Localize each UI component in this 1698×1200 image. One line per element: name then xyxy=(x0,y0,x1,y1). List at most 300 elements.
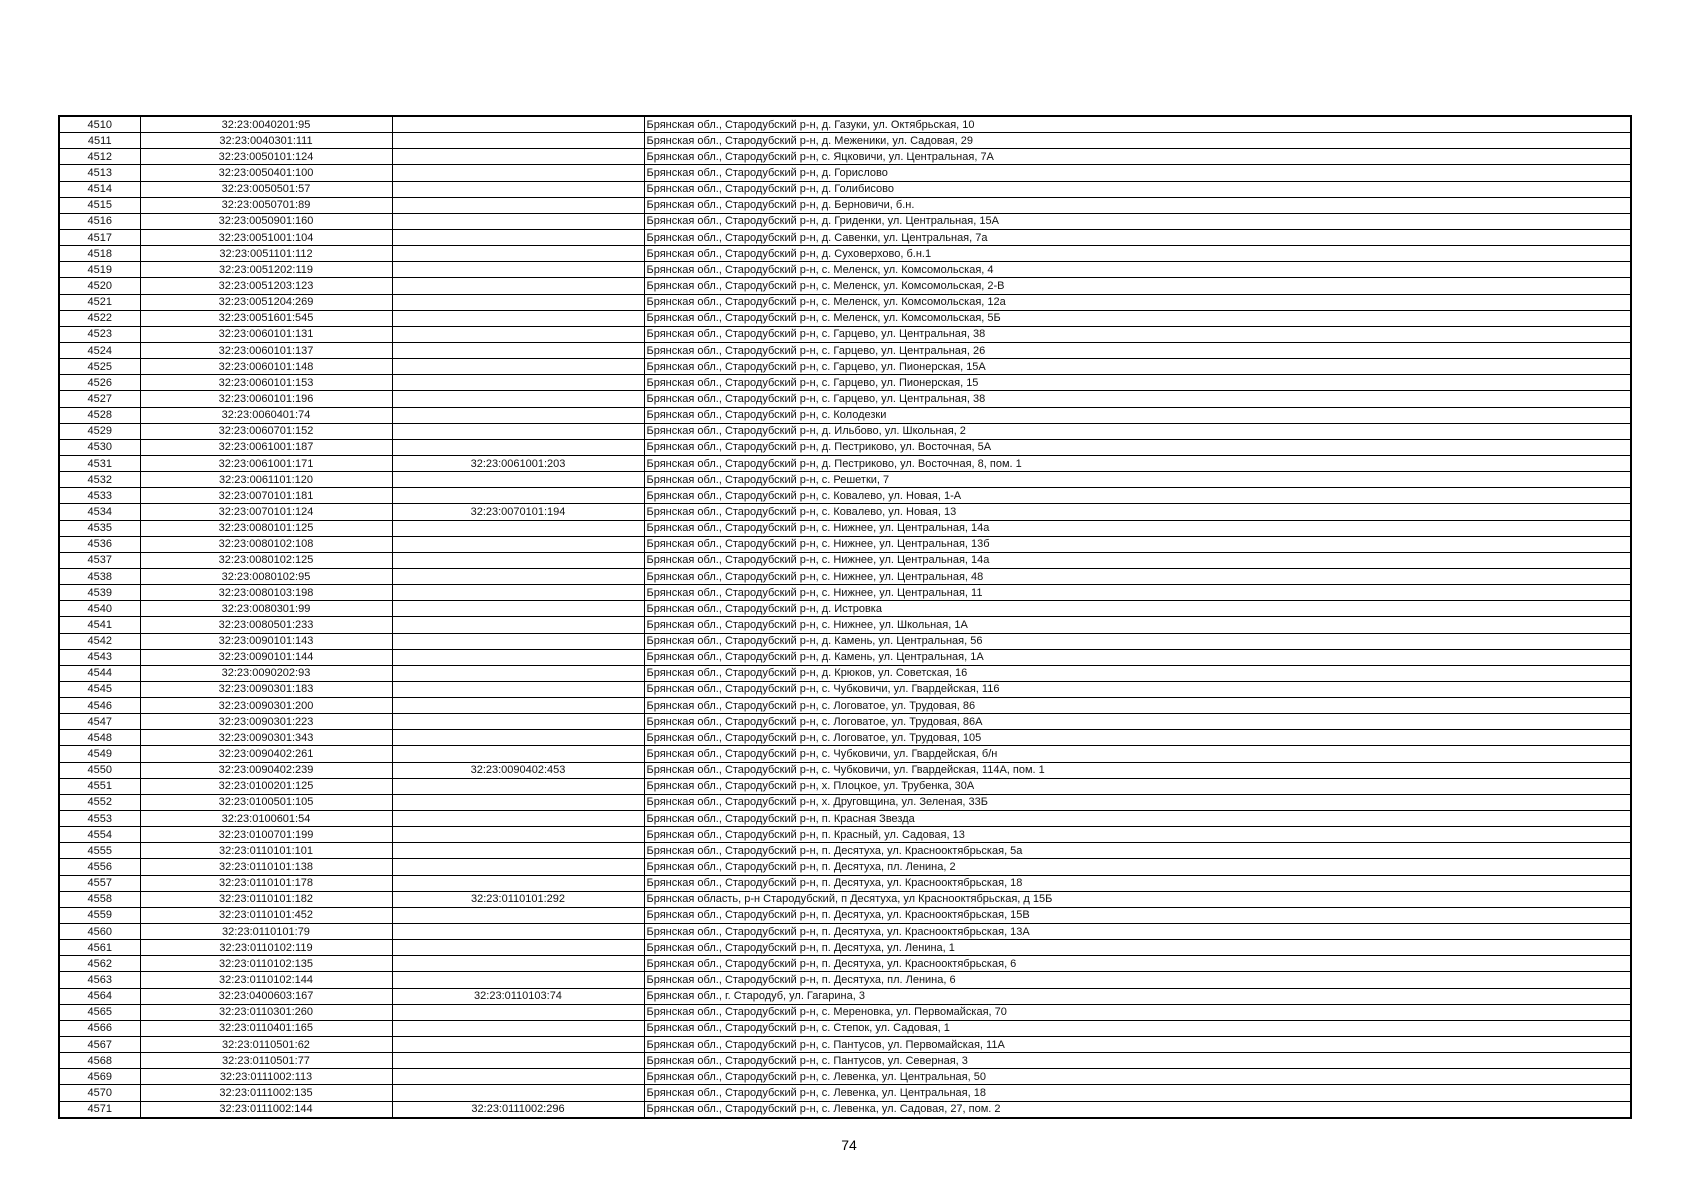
cadastral-number-cell: 32:23:0080102:95 xyxy=(140,568,392,584)
cadastral-number-cell: 32:23:0090301:343 xyxy=(140,730,392,746)
address-cell: Брянская обл., Стародубский р-н, с. Логоватое, ул. Трудовая, 86А xyxy=(644,714,1631,730)
related-cadastral-number-cell xyxy=(392,1004,644,1020)
cadastral-number-cell: 32:23:0111002:135 xyxy=(140,1085,392,1101)
cadastral-number-cell: 32:23:0080103:198 xyxy=(140,585,392,601)
related-cadastral-number-cell xyxy=(392,843,644,859)
row-number-cell: 4518 xyxy=(59,246,140,262)
row-number-cell: 4528 xyxy=(59,407,140,423)
address-cell: Брянская обл., Стародубский р-н, с. Гарцево, ул. Центральная, 38 xyxy=(644,326,1631,342)
address-cell: Брянская обл., Стародубский р-н, п. Десятуха, ул. Краснооктябрьская, 18 xyxy=(644,875,1631,891)
address-cell: Брянская обл., Стародубский р-н, с. Нижнее, ул. Центральная, 14а xyxy=(644,552,1631,568)
row-number-cell: 4533 xyxy=(59,488,140,504)
registry-table xyxy=(58,115,1632,1119)
table-row xyxy=(59,633,1631,649)
table-row xyxy=(59,907,1631,923)
address-cell: Брянская обл., Стародубский р-н, д. Камень, ул. Центральная, 1А xyxy=(644,649,1631,665)
table-row xyxy=(59,649,1631,665)
table-row xyxy=(59,875,1631,891)
table-row xyxy=(59,213,1631,229)
table-row xyxy=(59,326,1631,342)
cadastral-number-cell: 32:23:0060101:137 xyxy=(140,342,392,358)
row-number-cell: 4569 xyxy=(59,1069,140,1085)
row-number-cell: 4546 xyxy=(59,698,140,714)
table-row xyxy=(59,423,1631,439)
table-row xyxy=(59,116,1631,133)
related-cadastral-number-cell xyxy=(392,246,644,262)
cadastral-number-cell: 32:23:0060101:148 xyxy=(140,359,392,375)
table-row xyxy=(59,617,1631,633)
row-number-cell: 4550 xyxy=(59,762,140,778)
related-cadastral-number-cell xyxy=(392,472,644,488)
row-number-cell: 4555 xyxy=(59,843,140,859)
row-number-cell: 4517 xyxy=(59,229,140,245)
related-cadastral-number-cell xyxy=(392,794,644,810)
row-number-cell: 4537 xyxy=(59,552,140,568)
cadastral-number-cell: 32:23:0050701:89 xyxy=(140,197,392,213)
cadastral-number-cell: 32:23:0110102:144 xyxy=(140,972,392,988)
address-cell: Брянская обл., Стародубский р-н, п. Десятуха, пл. Ленина, 6 xyxy=(644,972,1631,988)
row-number-cell: 4513 xyxy=(59,165,140,181)
address-cell: Брянская обл., Стародубский р-н, с. Гарцево, ул. Пионерская, 15А xyxy=(644,359,1631,375)
address-cell: Брянская обл., Стародубский р-н, п. Десятуха, ул. Ленина, 1 xyxy=(644,940,1631,956)
related-cadastral-number-cell: 32:23:0110101:292 xyxy=(392,891,644,907)
row-number-cell: 4548 xyxy=(59,730,140,746)
cadastral-number-cell: 32:23:0080501:233 xyxy=(140,617,392,633)
address-cell: Брянская обл., Стародубский р-н, п. Десятуха, пл. Ленина, 2 xyxy=(644,859,1631,875)
row-number-cell: 4552 xyxy=(59,794,140,810)
cadastral-number-cell: 32:23:0051001:104 xyxy=(140,229,392,245)
related-cadastral-number-cell xyxy=(392,940,644,956)
related-cadastral-number-cell xyxy=(392,520,644,536)
cadastral-number-cell: 32:23:0090402:261 xyxy=(140,746,392,762)
table-row xyxy=(59,859,1631,875)
row-number-cell: 4512 xyxy=(59,149,140,165)
row-number-cell: 4529 xyxy=(59,423,140,439)
cadastral-number-cell: 32:23:0090101:144 xyxy=(140,649,392,665)
cadastral-number-cell: 32:23:0060101:131 xyxy=(140,326,392,342)
table-row xyxy=(59,181,1631,197)
cadastral-number-cell: 32:23:0051601:545 xyxy=(140,310,392,326)
address-cell: Брянская обл., Стародубский р-н, с. Гарцево, ул. Центральная, 38 xyxy=(644,391,1631,407)
related-cadastral-number-cell: 32:23:0061001:203 xyxy=(392,455,644,471)
row-number-cell: 4522 xyxy=(59,310,140,326)
table-row xyxy=(59,601,1631,617)
cadastral-number-cell: 32:23:0110501:62 xyxy=(140,1037,392,1053)
cadastral-number-cell: 32:23:0400603:167 xyxy=(140,988,392,1004)
row-number-cell: 4536 xyxy=(59,536,140,552)
table-row xyxy=(59,988,1631,1004)
address-cell: Брянская обл., Стародубский р-н, п. Десятуха, ул. Краснооктябрьская, 13А xyxy=(644,924,1631,940)
cadastral-number-cell: 32:23:0110101:452 xyxy=(140,907,392,923)
row-number-cell: 4571 xyxy=(59,1101,140,1118)
cadastral-number-cell: 32:23:0110101:182 xyxy=(140,891,392,907)
row-number-cell: 4526 xyxy=(59,375,140,391)
cadastral-number-cell: 32:23:0050901:160 xyxy=(140,213,392,229)
cadastral-number-cell: 32:23:0090301:223 xyxy=(140,714,392,730)
address-cell: Брянская обл., Стародубский р-н, д. Голибисово xyxy=(644,181,1631,197)
table-row xyxy=(59,924,1631,940)
table-row xyxy=(59,827,1631,843)
table-row xyxy=(59,133,1631,149)
cadastral-number-cell: 32:23:0051203:123 xyxy=(140,278,392,294)
address-cell: Брянская обл., Стародубский р-н, с. Чубковичи, ул. Гвардейская, 114А, пом. 1 xyxy=(644,762,1631,778)
row-number-cell: 4510 xyxy=(59,116,140,133)
table-row xyxy=(59,1020,1631,1036)
related-cadastral-number-cell xyxy=(392,278,644,294)
row-number-cell: 4525 xyxy=(59,359,140,375)
related-cadastral-number-cell xyxy=(392,181,644,197)
row-number-cell: 4514 xyxy=(59,181,140,197)
address-cell: Брянская обл., Стародубский р-н, с. Нижнее, ул. Центральная, 11 xyxy=(644,585,1631,601)
row-number-cell: 4538 xyxy=(59,568,140,584)
table-row xyxy=(59,698,1631,714)
table-row xyxy=(59,391,1631,407)
table-row xyxy=(59,1069,1631,1085)
address-cell: Брянская обл., Стародубский р-н, с. Меленск, ул. Комсомольская, 12а xyxy=(644,294,1631,310)
table-row xyxy=(59,262,1631,278)
address-cell: Брянская обл., Стародубский р-н, д. Газуки, ул. Октябрьская, 10 xyxy=(644,116,1631,133)
related-cadastral-number-cell xyxy=(392,197,644,213)
row-number-cell: 4547 xyxy=(59,714,140,730)
cadastral-number-cell: 32:23:0060101:153 xyxy=(140,375,392,391)
cadastral-number-cell: 32:23:0110101:101 xyxy=(140,843,392,859)
row-number-cell: 4521 xyxy=(59,294,140,310)
cadastral-number-cell: 32:23:0110401:165 xyxy=(140,1020,392,1036)
cadastral-number-cell: 32:23:0110101:138 xyxy=(140,859,392,875)
related-cadastral-number-cell xyxy=(392,633,644,649)
row-number-cell: 4516 xyxy=(59,213,140,229)
row-number-cell: 4566 xyxy=(59,1020,140,1036)
table-row xyxy=(59,359,1631,375)
cadastral-number-cell: 32:23:0040301:111 xyxy=(140,133,392,149)
table-row xyxy=(59,585,1631,601)
related-cadastral-number-cell xyxy=(392,116,644,133)
cadastral-number-cell: 32:23:0070101:124 xyxy=(140,504,392,520)
address-cell: Брянская обл., Стародубский р-н, д. Гриденки, ул. Центральная, 15А xyxy=(644,213,1631,229)
table-row xyxy=(59,552,1631,568)
related-cadastral-number-cell xyxy=(392,730,644,746)
related-cadastral-number-cell xyxy=(392,536,644,552)
row-number-cell: 4543 xyxy=(59,649,140,665)
related-cadastral-number-cell xyxy=(392,956,644,972)
row-number-cell: 4568 xyxy=(59,1053,140,1069)
related-cadastral-number-cell xyxy=(392,342,644,358)
row-number-cell: 4545 xyxy=(59,681,140,697)
table-row xyxy=(59,1004,1631,1020)
related-cadastral-number-cell xyxy=(392,827,644,843)
address-cell: Брянская обл., Стародубский р-н, с. Ковалево, ул. Новая, 13 xyxy=(644,504,1631,520)
row-number-cell: 4535 xyxy=(59,520,140,536)
related-cadastral-number-cell xyxy=(392,875,644,891)
address-cell: Брянская обл., Стародубский р-н, с. Нижнее, ул. Центральная, 13б xyxy=(644,536,1631,552)
table-row xyxy=(59,746,1631,762)
cadastral-number-cell: 32:23:0090101:143 xyxy=(140,633,392,649)
address-cell: Брянская обл., Стародубский р-н, с. Меленск, ул. Комсомольская, 4 xyxy=(644,262,1631,278)
table-row xyxy=(59,504,1631,520)
related-cadastral-number-cell: 32:23:0090402:453 xyxy=(392,762,644,778)
address-cell: Брянская обл., Стародубский р-н, д. Крюков, ул. Советская, 16 xyxy=(644,665,1631,681)
table-row xyxy=(59,778,1631,794)
cadastral-number-cell: 32:23:0110102:119 xyxy=(140,940,392,956)
page-number: 74 xyxy=(841,1137,857,1153)
table-row xyxy=(59,149,1631,165)
related-cadastral-number-cell xyxy=(392,601,644,617)
address-cell: Брянская обл., Стародубский р-н, с. Чубковичи, ул. Гвардейская, б/н xyxy=(644,746,1631,762)
cadastral-number-cell: 32:23:0111002:113 xyxy=(140,1069,392,1085)
table-row xyxy=(59,681,1631,697)
address-cell: Брянская обл., Стародубский р-н, с. Пантусов, ул. Первомайская, 11А xyxy=(644,1037,1631,1053)
cadastral-number-cell: 32:23:0050401:100 xyxy=(140,165,392,181)
row-number-cell: 4557 xyxy=(59,875,140,891)
table-row xyxy=(59,665,1631,681)
cadastral-number-cell: 32:23:0090202:93 xyxy=(140,665,392,681)
cadastral-number-cell: 32:23:0061001:187 xyxy=(140,439,392,455)
row-number-cell: 4523 xyxy=(59,326,140,342)
row-number-cell: 4556 xyxy=(59,859,140,875)
row-number-cell: 4524 xyxy=(59,342,140,358)
related-cadastral-number-cell xyxy=(392,359,644,375)
table-row xyxy=(59,536,1631,552)
row-number-cell: 4531 xyxy=(59,455,140,471)
table-row xyxy=(59,1053,1631,1069)
cadastral-number-cell: 32:23:0090301:183 xyxy=(140,681,392,697)
related-cadastral-number-cell xyxy=(392,310,644,326)
related-cadastral-number-cell xyxy=(392,617,644,633)
related-cadastral-number-cell xyxy=(392,859,644,875)
table-row xyxy=(59,568,1631,584)
row-number-cell: 4562 xyxy=(59,956,140,972)
row-number-cell: 4565 xyxy=(59,1004,140,1020)
address-cell: Брянская обл., Стародубский р-н, с. Решетки, 7 xyxy=(644,472,1631,488)
row-number-cell: 4561 xyxy=(59,940,140,956)
address-cell: Брянская обл., Стародубский р-н, с. Меленск, ул. Комсомольская, 2-В xyxy=(644,278,1631,294)
cadastral-number-cell: 32:23:0090402:239 xyxy=(140,762,392,778)
address-cell: Брянская обл., Стародубский р-н, с. Меленск, ул. Комсомольская, 5Б xyxy=(644,310,1631,326)
row-number-cell: 4520 xyxy=(59,278,140,294)
table-row xyxy=(59,1085,1631,1101)
cadastral-number-cell: 32:23:0080301:99 xyxy=(140,601,392,617)
related-cadastral-number-cell xyxy=(392,649,644,665)
table-row xyxy=(59,1101,1631,1118)
cadastral-number-cell: 32:23:0060101:196 xyxy=(140,391,392,407)
address-cell: Брянская обл., Стародубский р-н, с. Логоватое, ул. Трудовая, 105 xyxy=(644,730,1631,746)
related-cadastral-number-cell xyxy=(392,294,644,310)
cadastral-number-cell: 32:23:0061101:120 xyxy=(140,472,392,488)
address-cell: Брянская обл., Стародубский р-н, с. Колодезки xyxy=(644,407,1631,423)
address-cell: Брянская обл., Стародубский р-н, с. Ковалево, ул. Новая, 1-А xyxy=(644,488,1631,504)
cadastral-number-cell: 32:23:0080102:108 xyxy=(140,536,392,552)
row-number-cell: 4519 xyxy=(59,262,140,278)
address-cell: Брянская обл., Стародубский р-н, п. Десятуха, ул. Краснооктябрьская, 6 xyxy=(644,956,1631,972)
related-cadastral-number-cell xyxy=(392,213,644,229)
row-number-cell: 4541 xyxy=(59,617,140,633)
cadastral-number-cell: 32:23:0070101:181 xyxy=(140,488,392,504)
related-cadastral-number-cell xyxy=(392,972,644,988)
table-row xyxy=(59,375,1631,391)
address-cell: Брянская обл., Стародубский р-н, д. Пестриково, ул. Восточная, 8, пом. 1 xyxy=(644,455,1631,471)
address-cell: Брянская обл., Стародубский р-н, с. Гарцево, ул. Центральная, 26 xyxy=(644,342,1631,358)
table-row xyxy=(59,843,1631,859)
cadastral-number-cell: 32:23:0060701:152 xyxy=(140,423,392,439)
table-row xyxy=(59,407,1631,423)
address-cell: Брянская обл., Стародубский р-н, п. Красная Звезда xyxy=(644,811,1631,827)
address-cell: Брянская обл., Стародубский р-н, д. Меженики, ул. Садовая, 29 xyxy=(644,133,1631,149)
address-cell: Брянская обл., Стародубский р-н, с. Яцковичи, ул. Центральная, 7А xyxy=(644,149,1631,165)
related-cadastral-number-cell xyxy=(392,568,644,584)
address-cell: Брянская обл., Стародубский р-н, с. Левенка, ул. Садовая, 27, пом. 2 xyxy=(644,1101,1631,1118)
table-row xyxy=(59,762,1631,778)
related-cadastral-number-cell xyxy=(392,665,644,681)
cadastral-number-cell: 32:23:0110102:135 xyxy=(140,956,392,972)
table-row xyxy=(59,972,1631,988)
row-number-cell: 4560 xyxy=(59,924,140,940)
address-cell: Брянская обл., Стародубский р-н, с. Чубковичи, ул. Гвардейская, 116 xyxy=(644,681,1631,697)
related-cadastral-number-cell xyxy=(392,714,644,730)
row-number-cell: 4564 xyxy=(59,988,140,1004)
address-cell: Брянская обл., Стародубский р-н, д. Камень, ул. Центральная, 56 xyxy=(644,633,1631,649)
row-number-cell: 4534 xyxy=(59,504,140,520)
related-cadastral-number-cell xyxy=(392,407,644,423)
related-cadastral-number-cell xyxy=(392,488,644,504)
table-row xyxy=(59,246,1631,262)
row-number-cell: 4530 xyxy=(59,439,140,455)
row-number-cell: 4554 xyxy=(59,827,140,843)
related-cadastral-number-cell xyxy=(392,1020,644,1036)
address-cell: Брянская обл., Стародубский р-н, с. Нижнее, ул. Центральная, 14а xyxy=(644,520,1631,536)
table-row xyxy=(59,794,1631,810)
related-cadastral-number-cell xyxy=(392,1037,644,1053)
table-row xyxy=(59,342,1631,358)
related-cadastral-number-cell xyxy=(392,778,644,794)
related-cadastral-number-cell: 32:23:0070101:194 xyxy=(392,504,644,520)
row-number-cell: 4553 xyxy=(59,811,140,827)
address-cell: Брянская обл., г. Стародуб, ул. Гагарина, 3 xyxy=(644,988,1631,1004)
address-cell: Брянская обл., Стародубский р-н, п. Десятуха, ул. Краснооктябрьская, 5а xyxy=(644,843,1631,859)
cadastral-number-cell: 32:23:0040201:95 xyxy=(140,116,392,133)
related-cadastral-number-cell xyxy=(392,262,644,278)
cadastral-number-cell: 32:23:0110301:260 xyxy=(140,1004,392,1020)
cadastral-number-cell: 32:23:0111002:144 xyxy=(140,1101,392,1118)
related-cadastral-number-cell xyxy=(392,439,644,455)
table-row xyxy=(59,294,1631,310)
related-cadastral-number-cell: 32:23:0111002:296 xyxy=(392,1101,644,1118)
address-cell: Брянская обл., Стародубский р-н, д. Истровка xyxy=(644,601,1631,617)
row-number-cell: 4559 xyxy=(59,907,140,923)
related-cadastral-number-cell xyxy=(392,229,644,245)
related-cadastral-number-cell xyxy=(392,1069,644,1085)
cadastral-number-cell: 32:23:0100701:199 xyxy=(140,827,392,843)
table-row xyxy=(59,197,1631,213)
table-row xyxy=(59,278,1631,294)
address-cell: Брянская обл., Стародубский р-н, д. Берновичи, б.н. xyxy=(644,197,1631,213)
row-number-cell: 4511 xyxy=(59,133,140,149)
table-row xyxy=(59,956,1631,972)
related-cadastral-number-cell xyxy=(392,811,644,827)
cadastral-number-cell: 32:23:0100201:125 xyxy=(140,778,392,794)
table-row xyxy=(59,488,1631,504)
cadastral-number-cell: 32:23:0110101:178 xyxy=(140,875,392,891)
address-cell: Брянская обл., Стародубский р-н, с. Нижнее, ул. Центральная, 48 xyxy=(644,568,1631,584)
address-cell: Брянская обл., Стародубский р-н, с. Мереновка, ул. Первомайская, 70 xyxy=(644,1004,1631,1020)
cadastral-number-cell: 32:23:0051204:269 xyxy=(140,294,392,310)
related-cadastral-number-cell xyxy=(392,326,644,342)
table-row xyxy=(59,714,1631,730)
row-number-cell: 4551 xyxy=(59,778,140,794)
related-cadastral-number-cell xyxy=(392,133,644,149)
row-number-cell: 4558 xyxy=(59,891,140,907)
related-cadastral-number-cell xyxy=(392,375,644,391)
table-row xyxy=(59,730,1631,746)
row-number-cell: 4539 xyxy=(59,585,140,601)
table-row xyxy=(59,439,1631,455)
table-row xyxy=(59,229,1631,245)
related-cadastral-number-cell xyxy=(392,698,644,714)
table-row xyxy=(59,940,1631,956)
related-cadastral-number-cell xyxy=(392,1053,644,1069)
address-cell: Брянская обл., Стародубский р-н, д. Ильбово, ул. Школьная, 2 xyxy=(644,423,1631,439)
table-row xyxy=(59,455,1631,471)
registry-table-body xyxy=(59,116,1631,1118)
address-cell: Брянская область, р-н Стародубский, п Десятуха, ул Краснооктябрьская, д 15Б xyxy=(644,891,1631,907)
address-cell: Брянская обл., Стародубский р-н, с. Левенка, ул. Центральная, 18 xyxy=(644,1085,1631,1101)
row-number-cell: 4527 xyxy=(59,391,140,407)
table-row xyxy=(59,520,1631,536)
row-number-cell: 4540 xyxy=(59,601,140,617)
cadastral-number-cell: 32:23:0061001:171 xyxy=(140,455,392,471)
row-number-cell: 4515 xyxy=(59,197,140,213)
row-number-cell: 4549 xyxy=(59,746,140,762)
table-row xyxy=(59,891,1631,907)
address-cell: Брянская обл., Стародубский р-н, с. Левенка, ул. Центральная, 50 xyxy=(644,1069,1631,1085)
row-number-cell: 4542 xyxy=(59,633,140,649)
related-cadastral-number-cell xyxy=(392,165,644,181)
address-cell: Брянская обл., Стародубский р-н, п. Десятуха, ул. Краснооктябрьская, 15В xyxy=(644,907,1631,923)
address-cell: Брянская обл., Стародубский р-н, д. Пестриково, ул. Восточная, 5А xyxy=(644,439,1631,455)
related-cadastral-number-cell xyxy=(392,907,644,923)
cadastral-number-cell: 32:23:0100601:54 xyxy=(140,811,392,827)
related-cadastral-number-cell xyxy=(392,746,644,762)
table-row xyxy=(59,1037,1631,1053)
related-cadastral-number-cell xyxy=(392,585,644,601)
cadastral-number-cell: 32:23:0110101:79 xyxy=(140,924,392,940)
cadastral-number-cell: 32:23:0051202:119 xyxy=(140,262,392,278)
related-cadastral-number-cell xyxy=(392,391,644,407)
address-cell: Брянская обл., Стародубский р-н, с. Гарцево, ул. Пионерская, 15 xyxy=(644,375,1631,391)
address-cell: Брянская обл., Стародубский р-н, с. Логоватое, ул. Трудовая, 86 xyxy=(644,698,1631,714)
address-cell: Брянская обл., Стародубский р-н, д. Горислово xyxy=(644,165,1631,181)
address-cell: Брянская обл., Стародубский р-н, с. Пантусов, ул. Северная, 3 xyxy=(644,1053,1631,1069)
cadastral-number-cell: 32:23:0060401:74 xyxy=(140,407,392,423)
cadastral-number-cell: 32:23:0050101:124 xyxy=(140,149,392,165)
address-cell: Брянская обл., Стародубский р-н, х. Плоцкое, ул. Трубенка, 30А xyxy=(644,778,1631,794)
table-row xyxy=(59,165,1631,181)
cadastral-number-cell: 32:23:0050501:57 xyxy=(140,181,392,197)
address-cell: Брянская обл., Стародубский р-н, д. Суховерхово, б.н.1 xyxy=(644,246,1631,262)
address-cell: Брянская обл., Стародубский р-н, с. Степок, ул. Садовая, 1 xyxy=(644,1020,1631,1036)
row-number-cell: 4567 xyxy=(59,1037,140,1053)
row-number-cell: 4532 xyxy=(59,472,140,488)
table-row xyxy=(59,472,1631,488)
cadastral-number-cell: 32:23:0051101:112 xyxy=(140,246,392,262)
related-cadastral-number-cell xyxy=(392,681,644,697)
table-row xyxy=(59,310,1631,326)
cadastral-number-cell: 32:23:0080102:125 xyxy=(140,552,392,568)
cadastral-number-cell: 32:23:0100501:105 xyxy=(140,794,392,810)
row-number-cell: 4563 xyxy=(59,972,140,988)
cadastral-number-cell: 32:23:0110501:77 xyxy=(140,1053,392,1069)
related-cadastral-number-cell: 32:23:0110103:74 xyxy=(392,988,644,1004)
address-cell: Брянская обл., Стародубский р-н, д. Савенки, ул. Центральная, 7а xyxy=(644,229,1631,245)
